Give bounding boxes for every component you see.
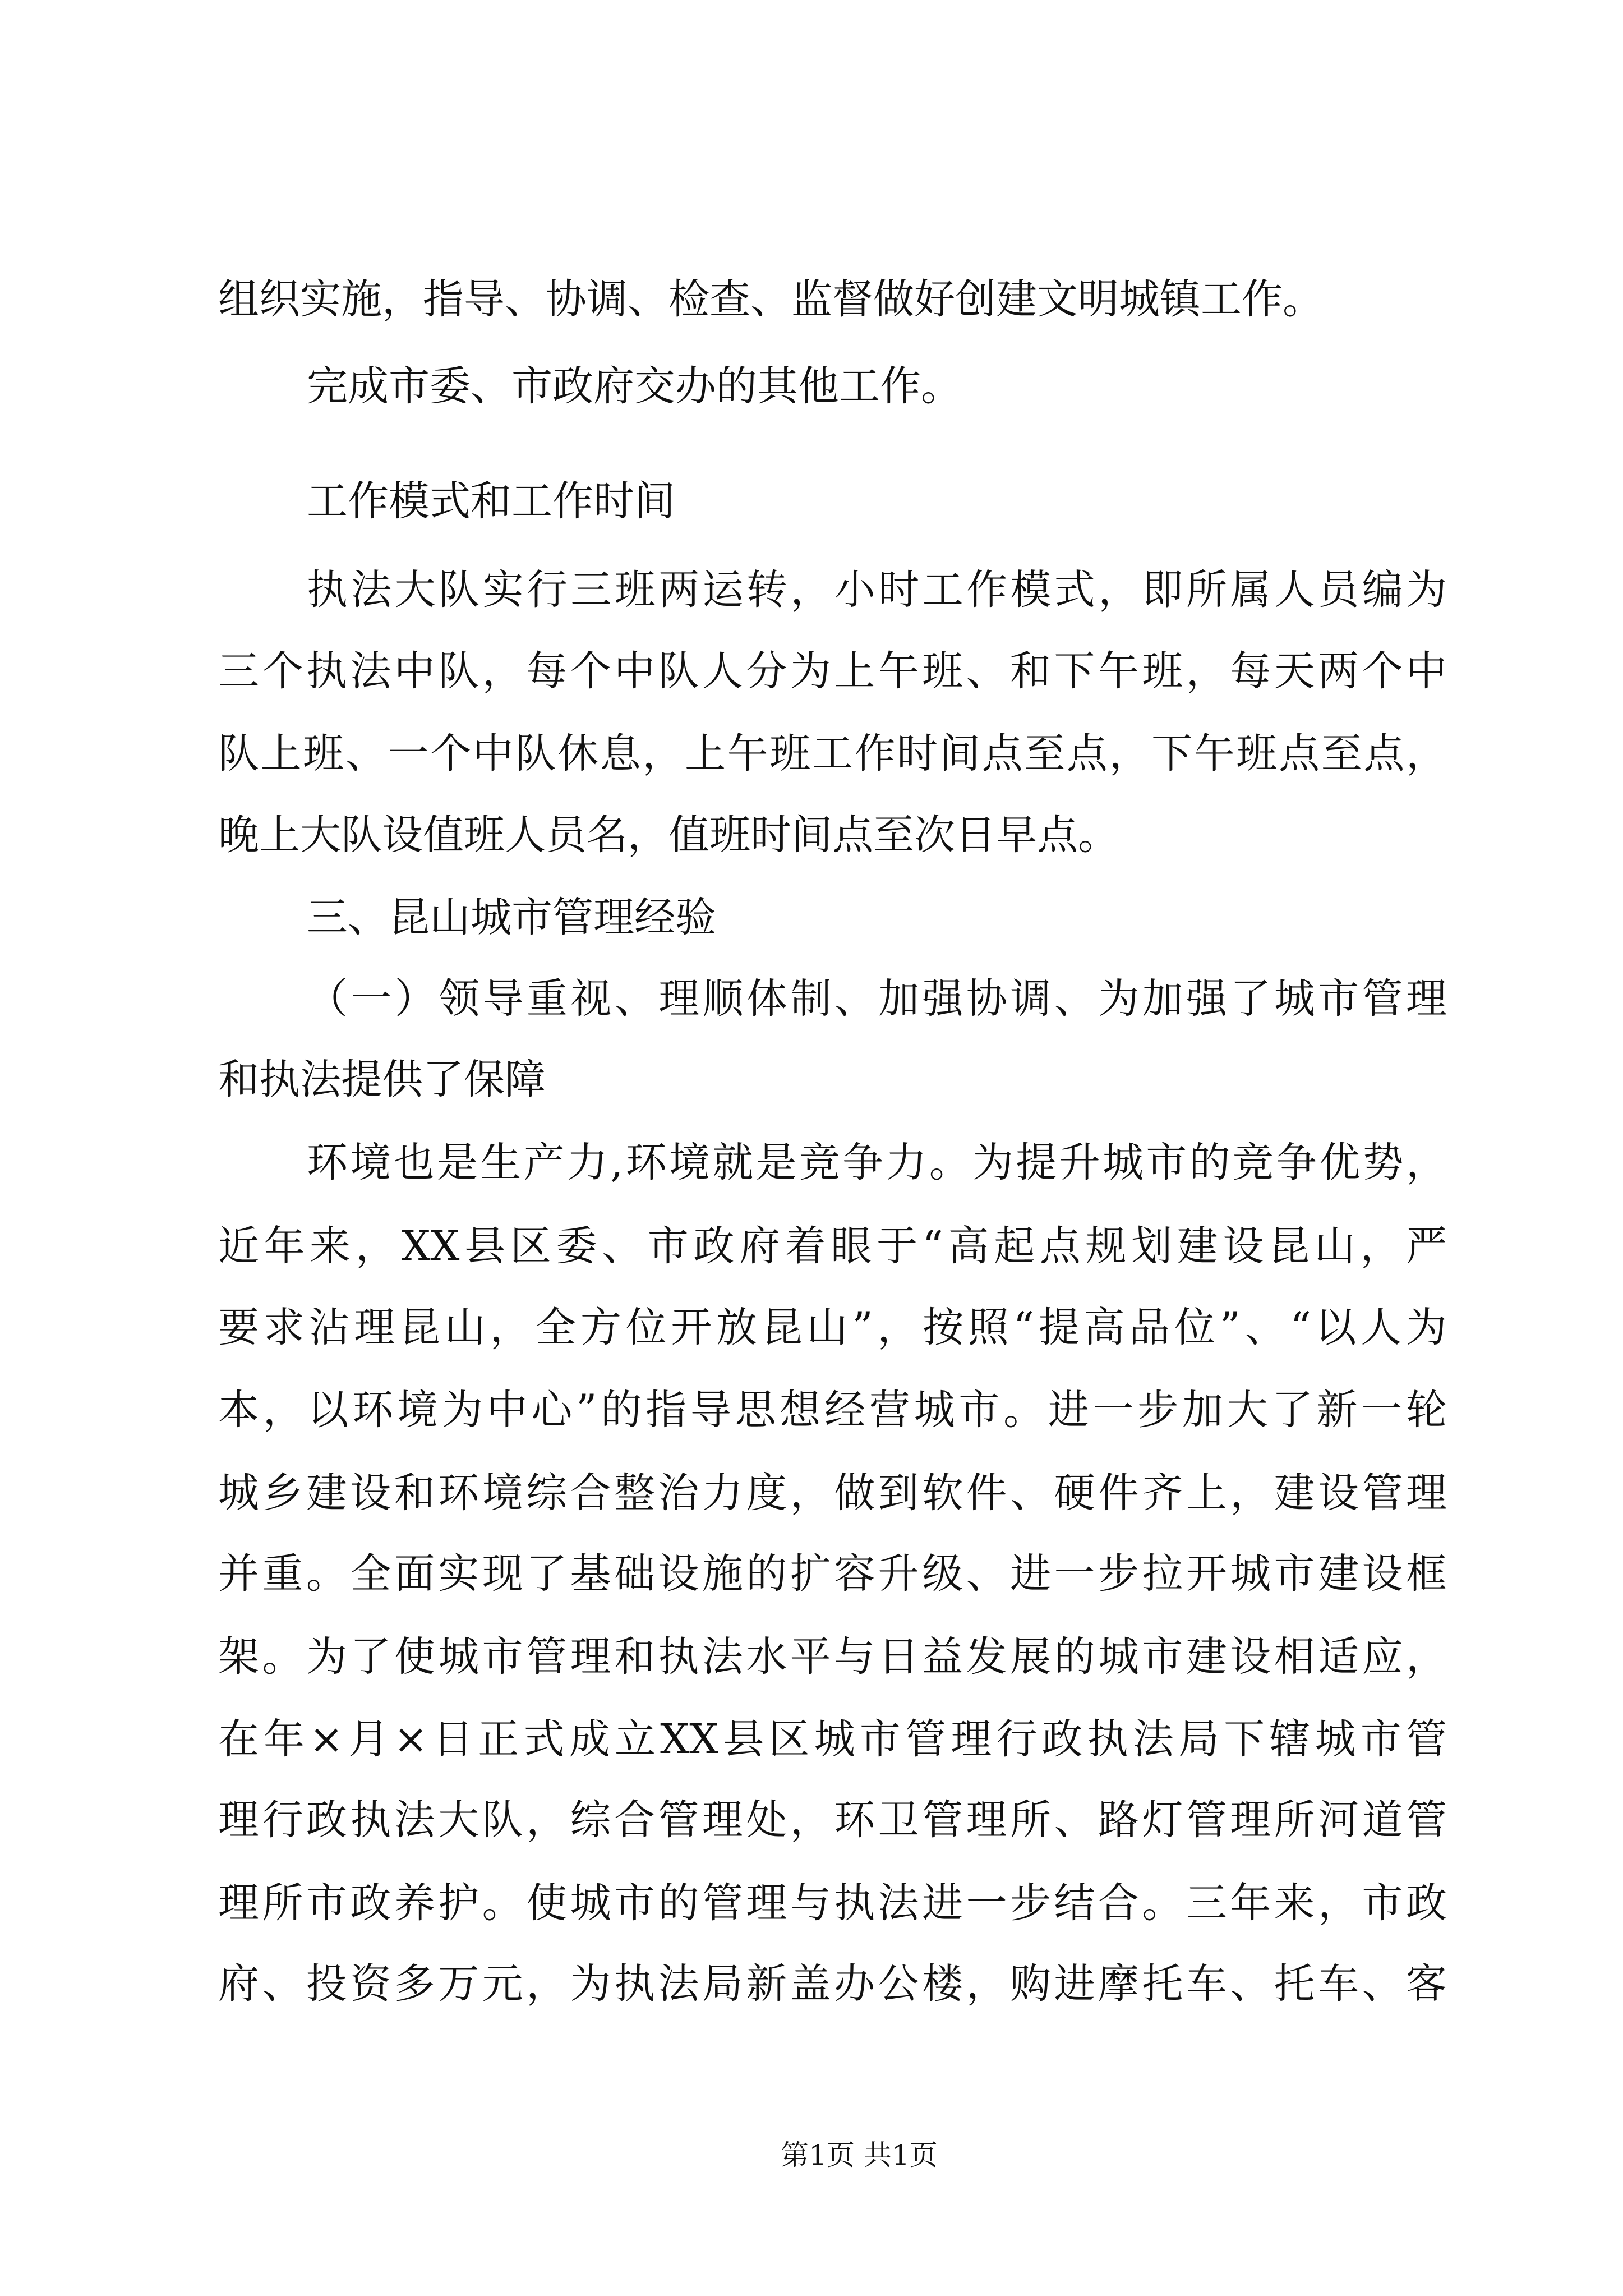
text-line: 完成市委、市政府交办的其他工作。 xyxy=(307,362,962,410)
section-heading: 工作模式和工作时间 xyxy=(307,477,675,525)
text-line: 理所市政养护。使城市的管理与执法进一步结合。三年来，市政 xyxy=(218,1879,1447,1927)
text-line: 近年来，XX县区委、市政府着眼于“高起点规划建设昆山，严 xyxy=(218,1222,1447,1270)
text-line: 架。为了使城市管理和执法水平与日益发展的城市建设相适应， xyxy=(218,1633,1447,1681)
section-heading: 三、昆山城市管理经验 xyxy=(307,894,716,941)
text-line: 本，以环境为中心”的指导思想经营城市。进一步加大了新一轮 xyxy=(218,1386,1447,1434)
text-line: 环境也是生产力,环境就是竞争力。为提升城市的竞争优势， xyxy=(307,1139,1447,1186)
text-line: 要求沾理昆山，全方位开放昆山”，按照“提高品位”、“以人为 xyxy=(218,1304,1447,1351)
text-line: 府、投资多万元，为执法局新盖办公楼，购进摩托车、托车、客 xyxy=(218,1960,1447,2008)
text-line: 三个执法中队，每个中队人分为上午班、和下午班，每天两个中 xyxy=(218,647,1447,695)
page-footer: 第1页 共1页 xyxy=(781,2139,938,2171)
text-line: 组织实施，指导、协调、检查、监督做好创建文明城镇工作。 xyxy=(218,275,1324,323)
text-line: 城乡建设和环境综合整治力度，做到软件、硬件齐上，建设管理 xyxy=(218,1469,1447,1517)
subsection-heading: （一）领导重视、理顺体制、加强协调、为加强了城市管理 xyxy=(307,975,1447,1023)
text-line: 执法大队实行三班两运转，小时工作模式，即所属人员编为 xyxy=(307,566,1447,614)
text-line: 理行政执法大队，综合管理处，环卫管理所、路灯管理所河道管 xyxy=(218,1796,1447,1844)
text-line: 并重。全面实现了基础设施的扩容升级、进一步拉开城市建设框 xyxy=(218,1550,1447,1598)
text-line: 队上班、一个中队休息，上午班工作时间点至点，下午班点至点， xyxy=(218,730,1447,777)
subsection-heading: 和执法提供了保障 xyxy=(218,1056,546,1103)
text-line: 晚上大队设值班人员名，值班时间点至次日早点。 xyxy=(218,811,1119,859)
text-line: 在年×月×日正式成立XX县区城市管理行政执法局下辖城市管 xyxy=(218,1715,1447,1763)
